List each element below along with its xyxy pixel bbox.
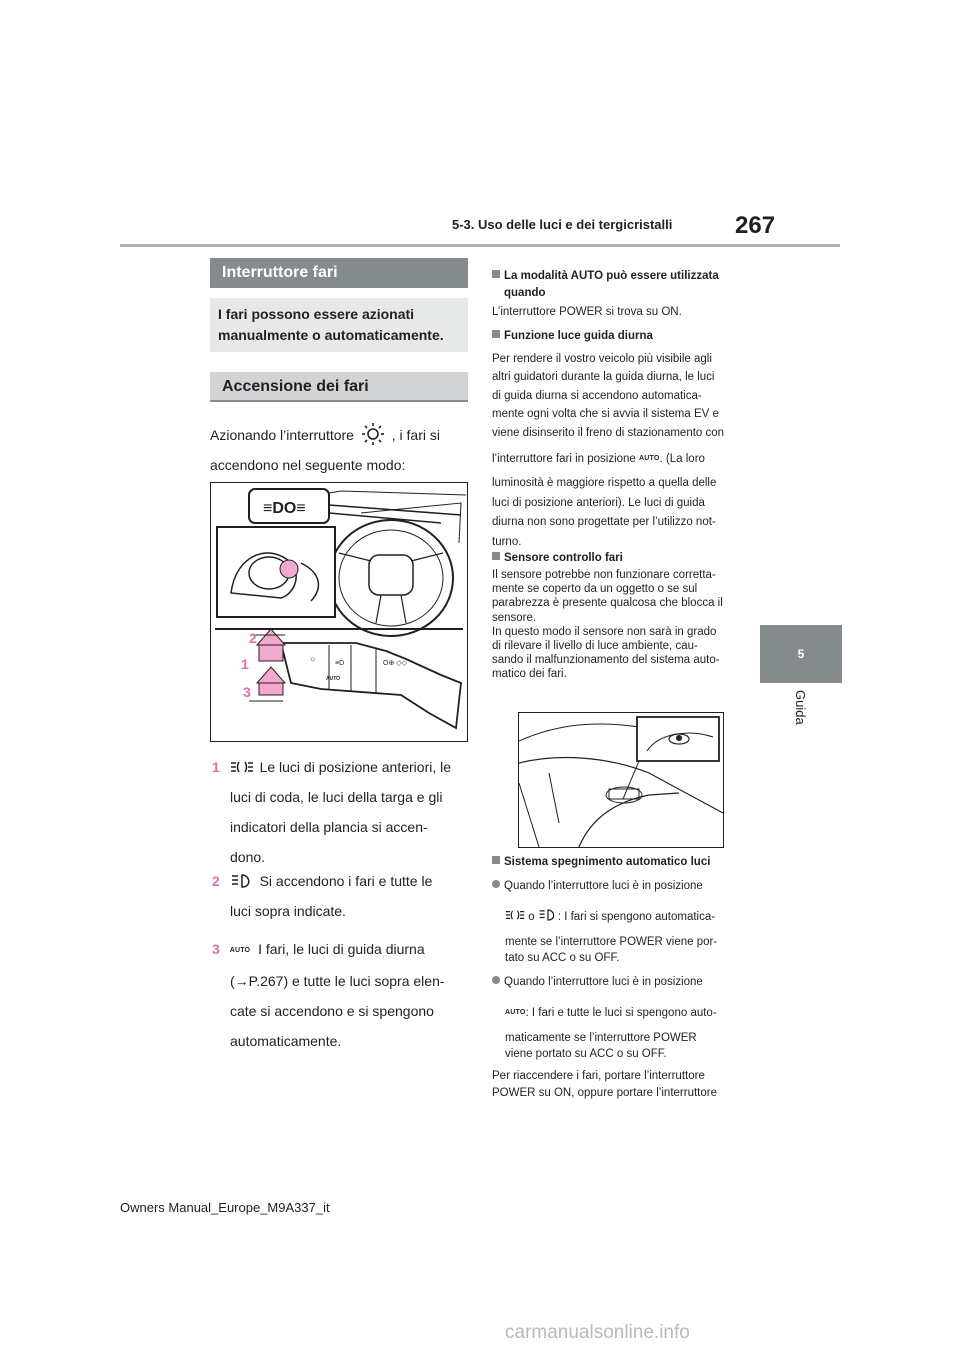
bullet-item: Quando l’interruttore luci è in posizione — [492, 974, 703, 991]
item-number: 2 — [212, 873, 220, 889]
bullet-item-line: maticamente se l’interruttore POWER — [505, 1032, 697, 1044]
square-bullet-icon — [492, 330, 500, 338]
auto-icon: AUTO — [639, 455, 660, 462]
item-number: 3 — [212, 941, 220, 957]
watermark[interactable]: carmanualsonline.info — [505, 1322, 690, 1343]
svg-text:≡DO≡: ≡DO≡ — [263, 500, 306, 517]
body-line: accendono nel seguente modo: — [210, 457, 406, 473]
body-line: Azionando l’interruttore , i fari si — [210, 420, 440, 450]
square-bullet-icon — [492, 552, 500, 560]
section-drl-title: Funzione luce guida diurna — [492, 328, 653, 345]
section-auto-mode: La modalità AUTO può essere utilizzata quando — [492, 268, 762, 302]
auto-mode-body: L’interruttore POWER si trova su ON. — [492, 306, 682, 318]
section-auto-off-title: Sistema spegnimento automatico luci — [492, 854, 710, 871]
drl-body-b: luminosità è maggiore rispetto a quella delle luci di posizione anteriori). Le luci di guida diurna non sono progettate per l’utilizzo not- turno. — [492, 477, 717, 548]
header-rule — [120, 244, 840, 247]
final-paragraph-line: POWER su ON, oppure portare l’interruttore — [492, 1087, 717, 1099]
chapter-label: Guida — [793, 690, 808, 725]
bullet-item: Quando l’interruttore luci è in posizione — [492, 878, 703, 895]
bullet-item-line: mente se l’interruttore POWER viene por- — [505, 936, 718, 948]
svg-text:O⊕ ◇◇: O⊕ ◇◇ — [383, 660, 408, 667]
sensor-figure — [518, 712, 724, 848]
headlight-switch-figure — [210, 482, 468, 742]
figure-auto-label: AUTO — [326, 676, 341, 682]
section-sensor-title: Sensore controllo fari — [492, 550, 623, 567]
bullet-item-line: o : I fari si spengono automatica- — [505, 908, 715, 926]
auto-icon: AUTO — [229, 947, 251, 954]
auto-icon: AUTO — [505, 1009, 526, 1016]
figure-label-3: 3 — [243, 684, 251, 700]
bullet-item-line: tato su ACC o su OFF. — [505, 952, 620, 964]
svg-text:☼: ☼ — [309, 654, 317, 663]
headlights-icon — [538, 908, 558, 922]
item-number: 1 — [212, 759, 220, 775]
final-paragraph-line: Per riaccendere i fari, portare l’interruttore — [492, 1070, 705, 1082]
chapter-number: 5 — [797, 647, 805, 661]
position-lights-icon — [505, 909, 525, 921]
list-item: 2 Si accendono i fari e tutte le luci sopra indicate. — [212, 873, 433, 919]
drl-body: Per rendere il vostro veicolo più visibile agli altri guidatori durante la guida diurna, le luci di guida diurna si accendono automatica- mente ogni volta che si avvia il sistema EV e viene disinserito il freno di stazionamento con — [492, 353, 725, 439]
sensor-illustration — [519, 713, 723, 847]
sensor-body: Il sensore potrebbe non funzionare corretta- mente se coperto da un oggetto o se sul parabrezza è presente qualcosa che blocca il sensore. In questo modo il sensore non sarà in grado di rilevare il livello di luce ambiente, cau- sando il malfunzionamento del sistema auto- matico dei fari. — [492, 569, 723, 681]
chapter-tab[interactable] — [760, 625, 842, 683]
section-title: 5-3. Uso delle luci e dei tergicristalli — [452, 217, 673, 232]
heading-accensione-fari: Accensione dei fari — [210, 372, 468, 402]
list-item: 3 AUTO I fari, le luci di guida diurna (→P.267) e tutte le luci sopra elen- cate si accendono e si spengono automaticamente. — [212, 941, 445, 1049]
round-bullet-icon — [492, 976, 500, 984]
svg-text:≡D: ≡D — [335, 660, 345, 667]
round-bullet-icon — [492, 880, 500, 888]
footer-document-id: Owners Manual_Europe_M9A337_it — [120, 1200, 330, 1215]
square-bullet-icon — [492, 270, 500, 278]
intro-box — [210, 298, 468, 352]
switch-illustration — [211, 483, 467, 741]
headlight-sun-icon — [358, 422, 388, 446]
bullet-item-line: viene portato su ACC o su OFF. — [505, 1048, 667, 1060]
position-lights-icon — [230, 760, 254, 774]
drl-line-auto: l’interruttore fari in posizione AUTO. (La loro — [492, 453, 705, 465]
figure-label-1: 1 — [241, 656, 249, 672]
bullet-item-line: AUTO: I fari e tutte le luci si spengono auto- — [505, 1007, 717, 1019]
intro-line: I fari possono essere azionati — [218, 306, 415, 322]
figure-label-2: 2 — [249, 630, 257, 646]
page-number: 267 — [735, 212, 776, 239]
list-item: 1 Le luci di posizione anteriori, le luci di coda, le luci della targa e gli indicatori della plancia si accen- dono. — [212, 759, 452, 865]
square-bullet-icon — [492, 856, 500, 864]
intro-line: manualmente o automaticamente. — [218, 327, 444, 343]
headlights-icon — [230, 873, 254, 889]
heading-interruttore-fari: Interruttore fari — [210, 258, 468, 288]
